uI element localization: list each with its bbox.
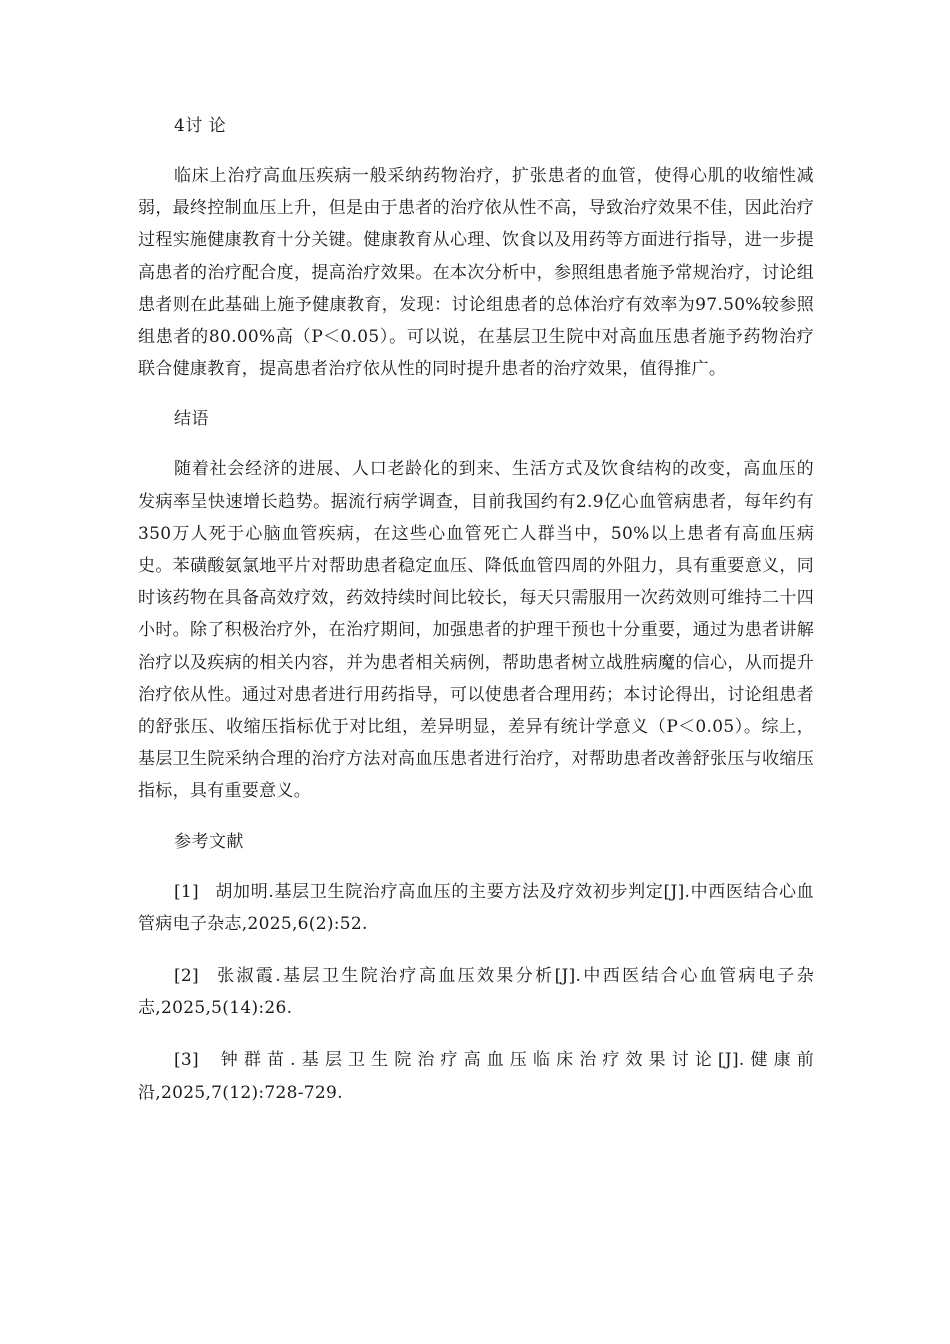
reference-number: [1]: [174, 881, 199, 902]
reference-text: 张淑霞.基层卫生院治疗高血压效果分析[J].中西医结合心血管病电子杂志,2025,5(14):26.: [138, 966, 814, 1019]
reference-item: [138, 876, 814, 940]
discussion-paragraph: 临床上治疗高血压疾病一般采纳药物治疗，扩张患者的血管，使得心肌的收缩性减弱，最终控制血压上升，但是由于患者的治疗依从性不高，导致治疗效果不佳，因此治疗过程实施健康教育十分关键。健康教育从心理、饮食以及用药等方面进行指导，进一步提高患者的治疗配合度，提高治疗效果。在本次分析中，参照组患者施予常规治疗，讨论组患者则在此基础上施予健康教育，发现：讨论组患者的总体治疗有效率为97.50%较参照组患者的80.00%高（P＜0.05）。可以说，在基层卫生院中对高血压患者施予药物治疗联合健康教育，提高患者治疗依从性的同时提升患者的治疗效果，值得推广。: [138, 166, 814, 380]
reference-text: 胡加明.基层卫生院治疗高血压的主要方法及疗效初步判定[J].中西医结合心血管病电子杂志,2025,6(2):52.: [138, 881, 814, 934]
reference-number: [3]: [174, 1050, 199, 1071]
references-heading: 参考文献: [174, 831, 244, 852]
conclusion-heading: 结语: [174, 409, 209, 430]
reference-item: [138, 1044, 814, 1108]
reference-item: [138, 960, 814, 1024]
discussion-heading: 4讨 论: [174, 116, 227, 136]
reference-text: 钟群苗.基层卫生院治疗高血压临床治疗效果讨论[J].健康前沿,2025,7(12):728-729.: [138, 1050, 814, 1103]
reference-list: [138, 876, 814, 1109]
document-page: [138, 110, 814, 1129]
reference-number: [2]: [174, 966, 199, 987]
conclusion-paragraph: 随着社会经济的进展、人口老龄化的到来、生活方式及饮食结构的改变，高血压的发病率呈快速增长趋势。据流行病学调查，目前我国约有2.9亿心血管病患者，每年约有350万人死于心脑血管疾病，在这些心血管死亡人群当中，50%以上患者有高血压病史。苯磺酸氨氯地平片对帮助患者稳定血压、降低血管四周的外阻力，具有重要意义，同时该药物在具备高效疗效，药效持续时间比较长，每天只需服用一次药效则可维持二十四小时。除了积极治疗外，在治疗期间，加强患者的护理干预也十分重要，通过为患者讲解治疗以及疾病的相关内容，并为患者相关病例，帮助患者树立战胜病魔的信心，从而提升治疗依从性。通过对患者进行用药指导，可以使患者合理用药；本讨论得出，讨论组患者的舒张压、收缩压指标优于对比组，差异明显，差异有统计学意义（P＜0.05）。综上，基层卫生院采纳合理的治疗方法对高血压患者进行治疗，对帮助患者改善舒张压与收缩压指标，具有重要意义。: [138, 459, 814, 802]
